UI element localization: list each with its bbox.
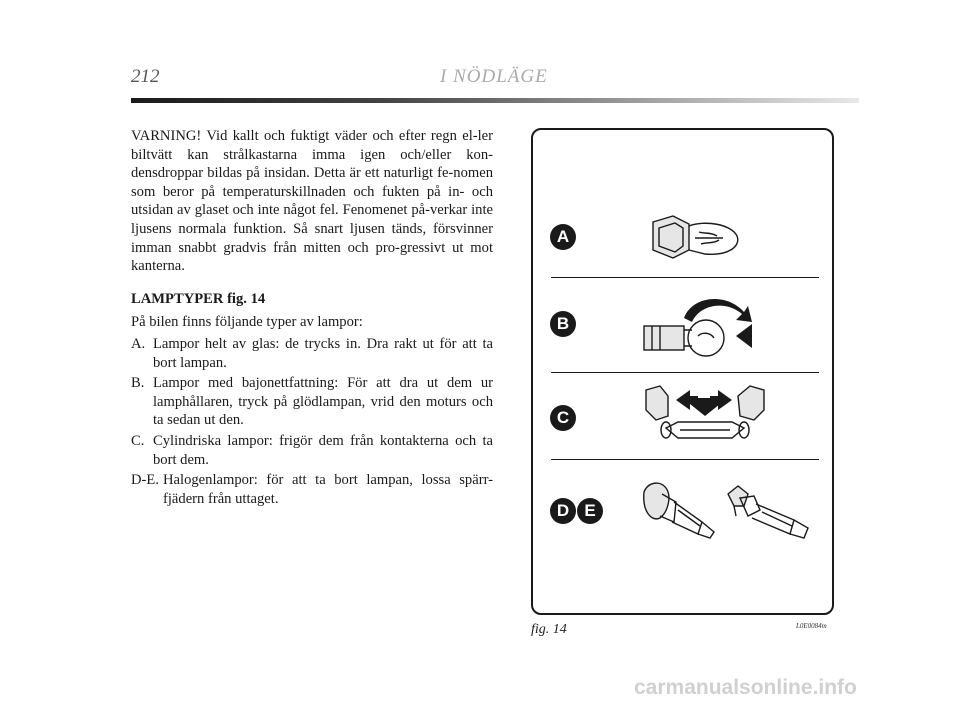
watermark: carmanualsonline.info <box>634 676 857 699</box>
warning-paragraph: VARNING! Vid kallt och fuktigt väder och efter regn el-ler biltvätt kan strålkastarna imma igen och/eller kon-densdroppar bildas på insidan. Detta är ett naturligt fe-nomen som beror på temperaturskillnaden och fukten på in- och utsidan av glaset och inte något fel. Fenomenet på-verkar inte ljusens normala funktion. Så snart ljusen tänds, försvinner imman snabbt gradvis från mitten och pro-gressivt ut mot kanterna. <box>131 128 493 275</box>
badge-a: A <box>550 224 576 250</box>
section-title: I NÖDLÄGE <box>440 66 548 87</box>
list-item-text: Lampor med bajonettfattning: För att dra ut dem ur lamphållaren, tryck på glödlampan, vrid den moturs och ta sedan ut den. <box>153 375 493 429</box>
list-item <box>131 374 493 430</box>
lamp-types-heading: LAMPTYPER fig. 14 <box>131 290 266 307</box>
list-item <box>131 432 493 469</box>
list-item-text: Cylindriska lampor: frigör dem från kontakterna och ta bort dem. <box>153 432 493 468</box>
text-column <box>131 127 493 510</box>
figure-caption: fig. 14 <box>531 622 567 637</box>
page-number: 212 <box>131 66 160 87</box>
lamp-type-list <box>131 335 493 508</box>
bayonet-lamp-icon <box>640 292 760 364</box>
list-item <box>131 471 493 508</box>
halogen-lamp-d-icon <box>640 478 720 544</box>
figure-divider <box>551 277 819 278</box>
badge-b: B <box>550 311 576 337</box>
figure-code: L0E0084m <box>796 622 827 630</box>
header-rule <box>131 98 859 103</box>
list-item-text: Halogenlampor: för att ta bort lampan, lossa spärr-fjädern från uttaget. <box>163 472 493 507</box>
badge-d: D <box>550 498 576 524</box>
halogen-lamp-e-icon <box>724 480 814 546</box>
badge-c: C <box>550 405 576 431</box>
cylindrical-lamp-icon <box>640 382 770 450</box>
list-item-letter: B. <box>131 375 145 392</box>
list-item <box>131 335 493 372</box>
wedge-lamp-icon <box>645 210 745 266</box>
list-item-text: Lampor helt av glas: de trycks in. Dra rakt ut för att ta bort lampan. <box>153 335 493 371</box>
intro-sentence: På bilen finns följande typer av lampor: <box>131 314 363 331</box>
list-item-letter: D-E. <box>131 472 159 489</box>
figure-divider <box>551 372 819 373</box>
list-item-letter: C. <box>131 432 145 449</box>
figure-divider <box>551 459 819 460</box>
list-item-letter: A. <box>131 335 146 352</box>
badge-e: E <box>577 498 603 524</box>
